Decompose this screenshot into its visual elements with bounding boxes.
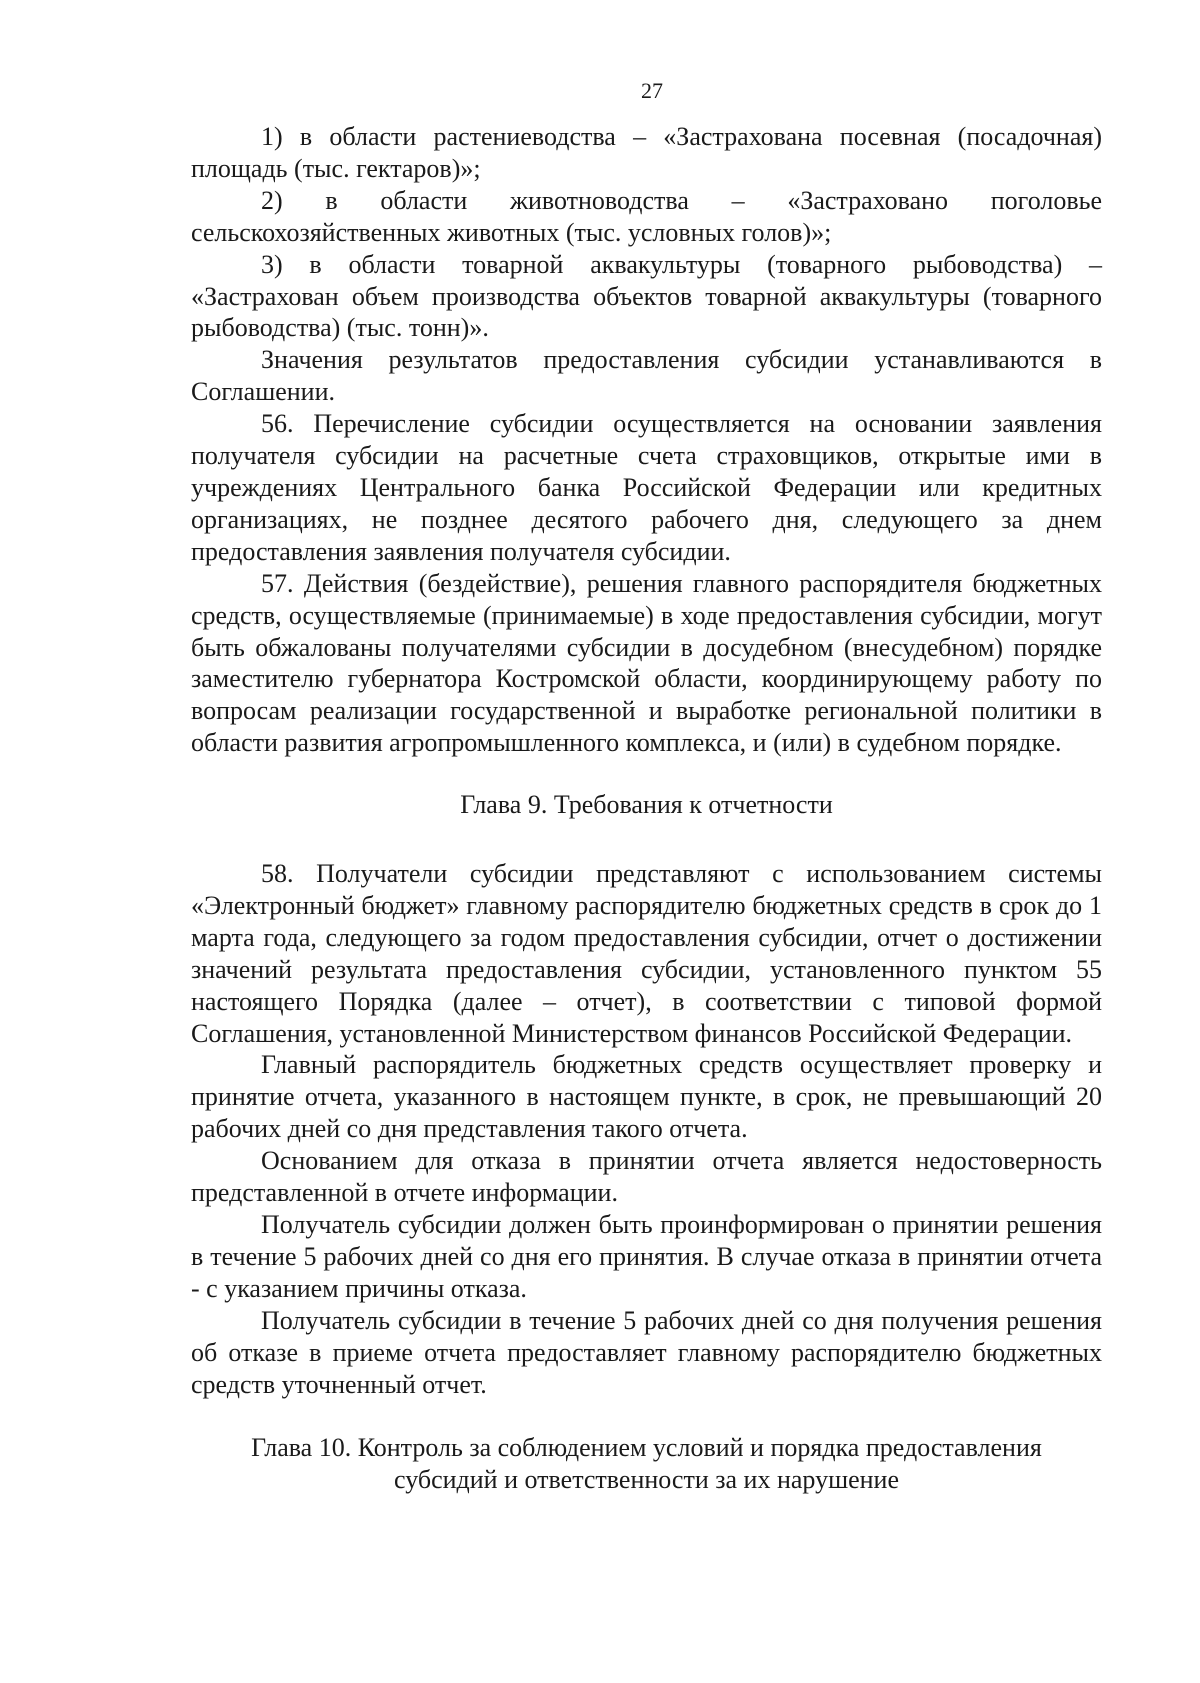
paragraph-item-2-livestock: 2) в области животноводства – «Застраховано поголовье сельскохозяйственных животных (тыс. условных голов)»;: [191, 185, 1102, 247]
paragraph-item-1-crops: 1) в области растениеводства – «Застрахована посевная (посадочная) площадь (тыс. гектаров)»;: [191, 122, 1102, 183]
paragraph-notification: Получатель субсидии должен быть проинформирован о принятии решения в течение 5 рабочих дней со дня его принятия. В случае отказа в принятии отчета - с указанием причины отказа.: [191, 1210, 1102, 1303]
paragraph-58: 58. Получатели субсидии представляют с использованием системы «Электронный бюджет» главному распорядителю бюджетных средств в срок до 1 марта года, следующего за годом предоставления субсидии, отчет о достижении значений результата предоставления субсидии, установленного пунктом 55 настоящего Порядка (далее – отчет), в соответствии с типовой формой Соглашения, установленной Министерством финансов Российской Федерации.: [191, 859, 1102, 1048]
paragraph-57: 57. Действия (бездействие), решения главного распорядителя бюджетных средств, осуществляемые (принимаемые) в ходе предоставления субсидии, могут быть обжалованы получателями субсидии в досудебном (внесудебном) порядке заместителю губернатора Костромской области, координирующему работу по вопросам реализации государственной и выработке региональной политики в области развития агропромышленного комплекса, и (или) в судебном порядке.: [191, 568, 1102, 758]
document-body: [191, 121, 1102, 1496]
paragraph-item-3-aquaculture: 3) в области товарной аквакультуры (товарного рыбоводства) – «Застрахован объем производства объектов товарной аквакультуры (товарного рыбоводства) (тыс. тонн)».: [191, 249, 1102, 343]
paragraph-results-values: Значения результатов предоставления субсидии устанавливаются в Соглашении.: [191, 345, 1102, 407]
chapter-10-heading: Глава 10. Контроль за соблюдением условий и порядка предоставления субсидий и ответственности за их нарушение: [251, 1433, 1042, 1495]
chapter-9-heading: Глава 9. Требования к отчетности: [460, 790, 833, 820]
paragraph-refusal-grounds: Основанием для отказа в принятии отчета является недостоверность представленной в отчете информации.: [191, 1146, 1102, 1208]
page-number: 27: [641, 78, 663, 103]
paragraph-56: 56. Перечисление субсидии осуществляется на основании заявления получателя субсидии на расчетные счета страховщиков, открытые ими в учреждениях Центрального банка Российской Федерации или кредитных организациях, не позднее десятого рабочего дня, следующего за днем предоставления заявления получателя субсидии.: [191, 409, 1102, 566]
paragraph-report-check: Главный распорядитель бюджетных средств осуществляет проверку и принятие отчета, указанного в настоящем пункте, в срок, не превышающий 20 рабочих дней со дня представления такого отчета.: [191, 1050, 1102, 1144]
paragraph-corrected-report: Получатель субсидии в течение 5 рабочих дней со дня получения решения об отказе в приеме отчета предоставляет главному распорядителю бюджетных средств уточненный отчет.: [191, 1305, 1102, 1399]
